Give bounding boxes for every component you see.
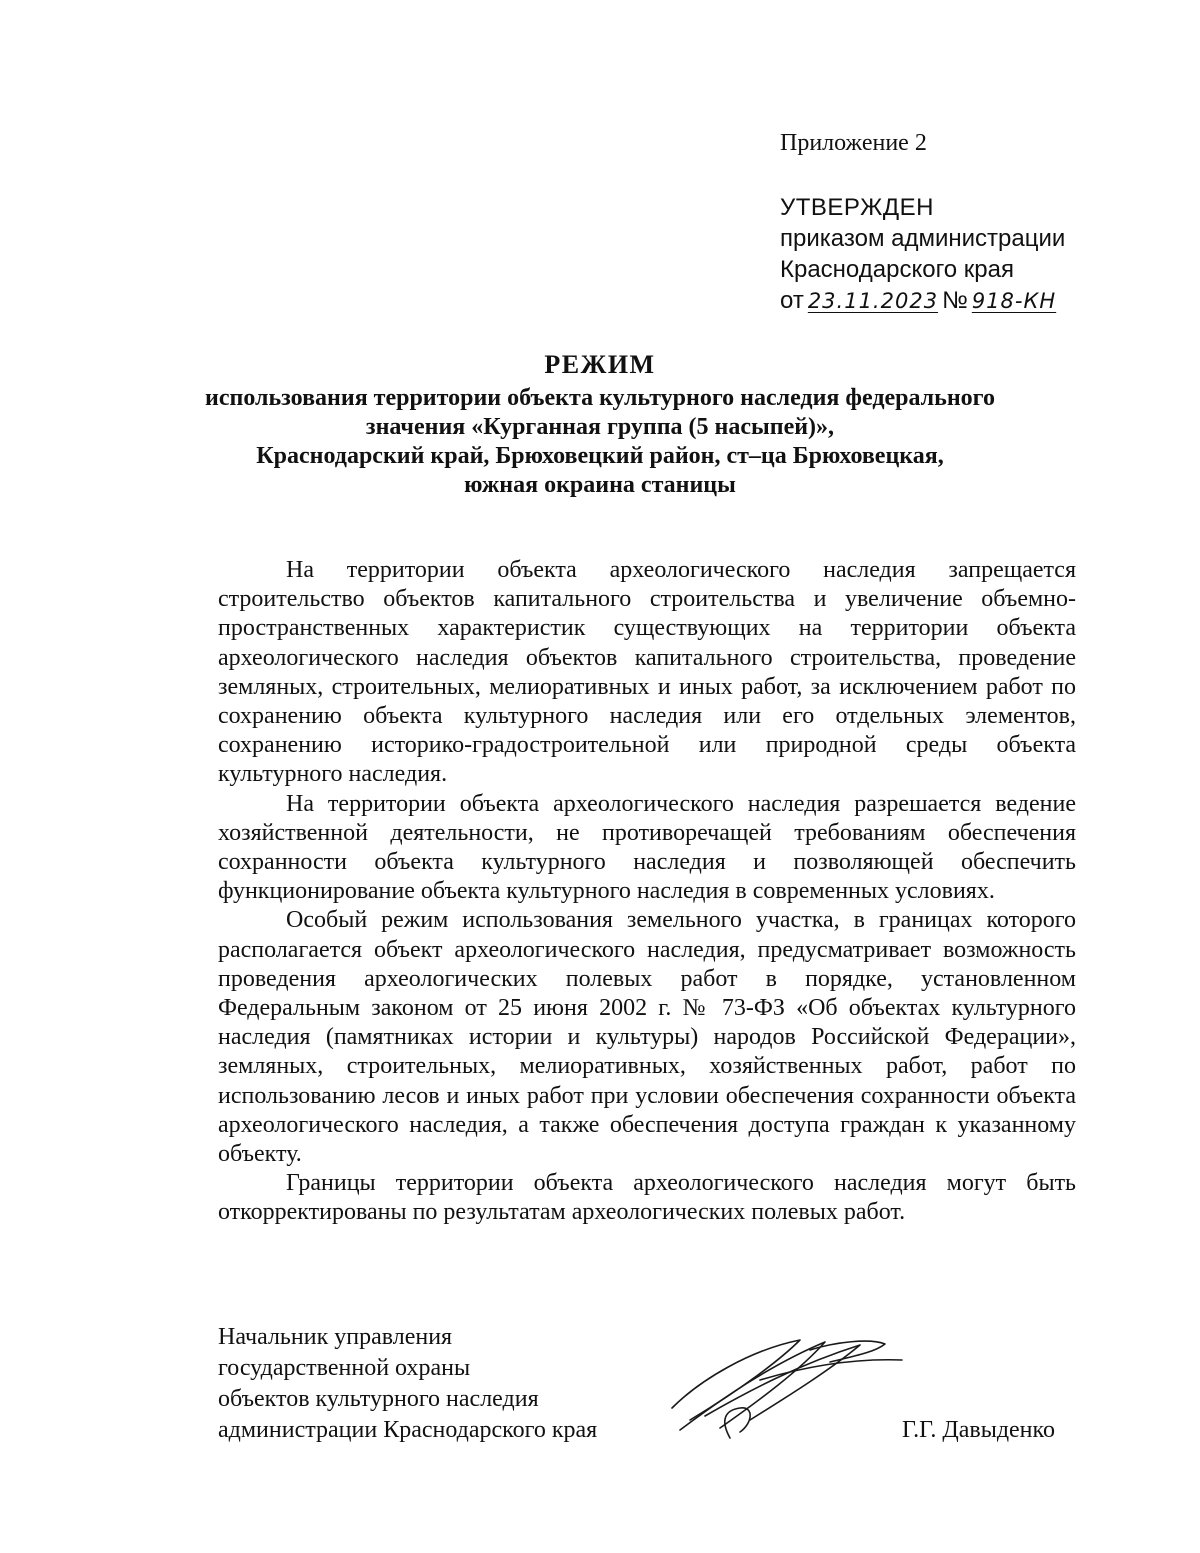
title-line: южная окраина станицы [464, 472, 736, 498]
position-line: государственной охраны [218, 1355, 471, 1381]
number-prefix: № [942, 287, 968, 314]
title-line: значения «Курганная группа (5 насыпей)», [365, 414, 835, 440]
handwritten-date: 23.11.2023 [807, 289, 939, 313]
order-line-2: Краснодарского края [780, 256, 1014, 283]
signatory-name: Г.Г. Давыденко [902, 1417, 1055, 1443]
date-prefix: от [780, 287, 804, 314]
approved-label: УТВЕРЖДЕН [780, 194, 934, 221]
document-title [180, 348, 1020, 500]
order-line-1: приказом администрации [780, 225, 1066, 252]
paragraph-prohibition: На территории объекта археологического наследия запрещается строительство объектов капитального строительства и увеличение объемно-пространственных характеристик существующих на территории объекта археологического наследия объектов капитального строительства, проведение земляных, строительных, мелиоративных и иных работ, за исключением работ по сохранению объекта культурного наследия или его отдельных элементов, сохранению историко-градостроительной или природной среды объекта культурного наследия. [218, 557, 1076, 788]
signatory-position [218, 1322, 597, 1446]
approval-block [780, 192, 1065, 316]
paragraph-special-regime: Особый режим использования земельного участка, в границах которого располагается объект археологического наследия, предусматривает возможность проведения археологических полевых работ в порядке, установленном Федеральным законом от 25 июня 2002 г. № 73-ФЗ «Об объектах культурного наследия (памятниках истории и культуры) народов Российской Федерации», земляных, строительных, мелиоративных, хозяйственных работ, работ по использованию лесов и иных работ при условии обеспечения сохранности объекта археологического наследия, а также обеспечения доступа граждан к указанному объекту. [218, 907, 1076, 1168]
paragraph-boundaries: Границы территории объекта археологического наследия могут быть откорректированы по результатам археологических полевых работ. [218, 1170, 1076, 1226]
position-line: объектов культурного наследия [218, 1386, 539, 1412]
handwritten-signature [660, 1320, 910, 1450]
position-line: Начальник управления [218, 1324, 453, 1350]
order-date-number [780, 285, 1065, 316]
title-line: использования территории объекта культурного наследия федерального [205, 385, 995, 411]
handwritten-number: 918-КН [971, 289, 1057, 313]
title-line: Краснодарский край, Брюховецкий район, ст–ца Брюховецкая, [256, 443, 944, 469]
paragraph-permission: На территории объекта археологического наследия разрешается ведение хозяйственной деятельности, не противоречащей требованиям обеспечения сохранности объекта культурного наследия и позволяющей обеспечить функционирование объекта культурного наследия в современных условиях. [218, 790, 1076, 905]
document-body [218, 556, 1076, 1228]
title-main: РЕЖИМ [544, 350, 656, 379]
position-line: администрации Краснодарского края [218, 1417, 598, 1443]
appendix-label: Приложение 2 [780, 130, 927, 156]
